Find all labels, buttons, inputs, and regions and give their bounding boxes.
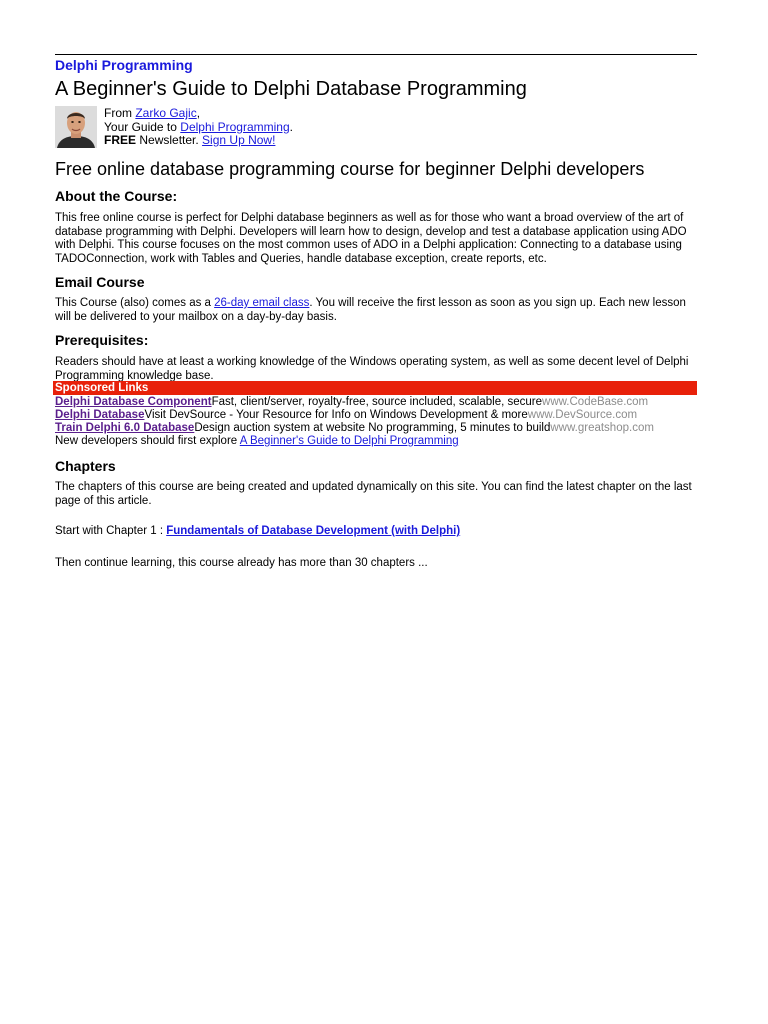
chapters-text: The chapters of this course are being created and updated dynamically on this site. You can find the latest chapter on the last page of this article.: [55, 481, 692, 507]
ad-text: Visit DevSource - Your Resource for Info on Windows Development & more: [144, 409, 528, 421]
explore-prefix: New developers should first explore: [55, 435, 240, 447]
beginners-guide-link[interactable]: A Beginner's Guide to Delphi Programming: [239, 435, 459, 447]
free-label: FREE: [104, 133, 137, 147]
ad-item: [55, 396, 648, 409]
author-name-link[interactable]: Zarko Gajic: [135, 106, 197, 120]
start-chapter-line: [55, 525, 695, 539]
signup-link[interactable]: Sign Up Now!: [202, 133, 276, 147]
ad-text: Design auction system at website No programming, 5 minutes to build: [194, 422, 551, 434]
email-class-link[interactable]: 26-day email class: [214, 297, 310, 309]
header-rule: [55, 54, 697, 55]
ad-title-link[interactable]: Delphi Database: [55, 409, 145, 421]
explore-line: [55, 435, 459, 448]
ad-url[interactable]: www.greatshop.com: [550, 422, 654, 434]
ad-title-link[interactable]: Train Delphi 6.0 Database: [55, 422, 195, 434]
email-course-heading: Email Course: [55, 274, 145, 290]
guide-prefix: Your Guide to: [104, 119, 181, 134]
guide-suffix: .: [289, 119, 294, 134]
email-text-after: . You will receive the first lesson as soon as you sign up. Each new lesson will be delivered to your mailbox on a day-by-day basis.: [55, 297, 686, 323]
from-suffix: ,: [196, 106, 201, 120]
site-title[interactable]: Delphi Programming: [55, 57, 193, 73]
page-title: A Beginner's Guide to Delphi Database Programming: [55, 78, 527, 100]
prerequisites-heading: Prerequisites:: [55, 332, 149, 348]
ad-url[interactable]: www.CodeBase.com: [542, 396, 649, 408]
continue-text: Then continue learning, this course already has more than 30 chapters ...: [55, 557, 428, 569]
course-subtitle: Free online database programming course for beginner Delphi developers: [55, 159, 645, 179]
start-prefix: Start with Chapter 1 :: [55, 525, 167, 537]
prerequisites-text: Readers should have at least a working knowledge of the Windows operating system, as well as some decent level of Delphi Programming knowledge base.: [55, 356, 689, 382]
guide-link[interactable]: Delphi Programming: [180, 119, 290, 134]
chapters-heading: Chapters: [55, 458, 116, 474]
newsletter-line: [104, 134, 293, 148]
email-text-before: This Course (also) comes as a: [55, 297, 215, 309]
from-prefix: From: [104, 106, 136, 120]
author-from-line: [104, 107, 293, 121]
author-byline: [104, 107, 293, 148]
newsletter-text: Newsletter.: [136, 133, 203, 147]
author-photo: [55, 106, 97, 148]
sponsored-links-bar: Sponsored Links: [53, 381, 697, 395]
about-heading: About the Course:: [55, 188, 178, 204]
ad-title-link[interactable]: Delphi Database Component: [55, 396, 212, 408]
ad-text: Fast, client/server, royalty-free, source included, scalable, secure: [211, 396, 543, 408]
ad-url[interactable]: www.DevSource.com: [527, 409, 638, 421]
chapter-1-link[interactable]: Fundamentals of Database Development (with Delphi): [166, 525, 461, 537]
email-course-text: [55, 297, 695, 324]
ad-item: [55, 409, 637, 422]
about-text: This free online course is perfect for Delphi database beginners as well as for those who want a broad overview of the art of database programming with Delphi. Developers will learn how to design, develop and test a database application using ADO with Delphi. This course focuses on the most common uses of ADO in a Delphi application: Connecting to a database using TADOConnection, work with Tables and Queries, handle database exception, create reports, etc.: [55, 212, 687, 265]
ad-item: [55, 422, 654, 435]
author-guide-line: [104, 121, 293, 135]
